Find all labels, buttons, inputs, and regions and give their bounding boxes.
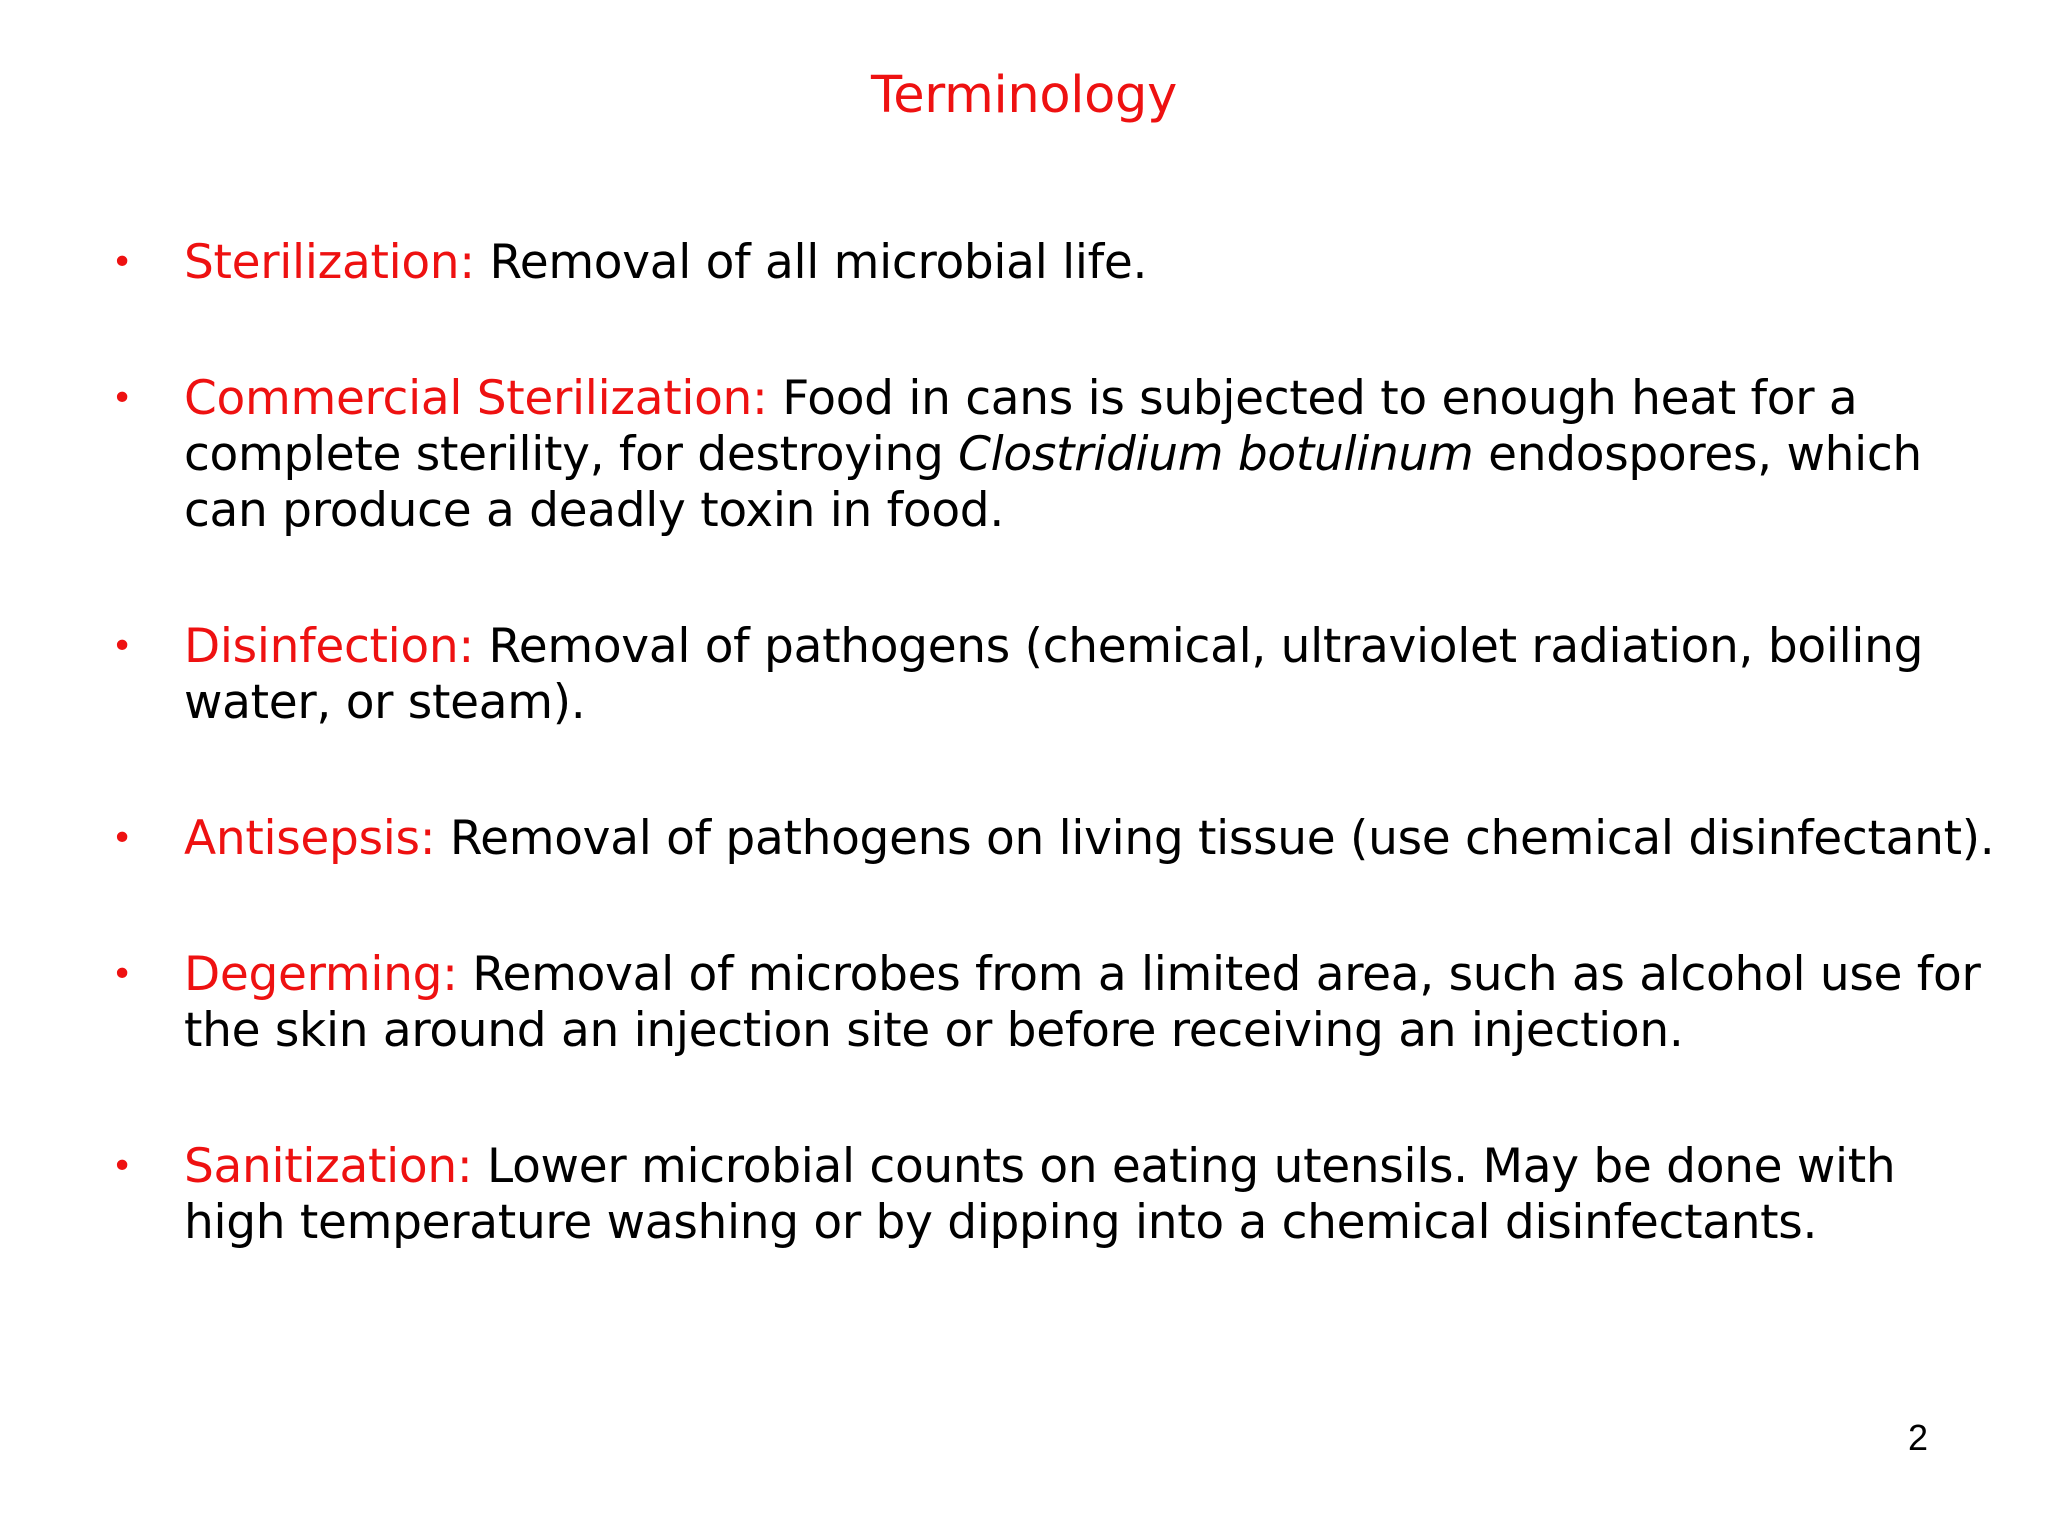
list-item: [108, 619, 2008, 731]
organism-name: Clostridium botulinum: [958, 427, 1474, 482]
page-number: 2: [1907, 1417, 1928, 1458]
bullet-icon: •: [111, 242, 133, 283]
list-item: [108, 235, 2008, 291]
term-label: Commercial Sterilization:: [184, 371, 768, 426]
terms-list: [108, 235, 2008, 1331]
bullet-icon: •: [111, 818, 133, 859]
bullet-icon: •: [111, 378, 133, 419]
term-label: Antisepsis:: [184, 811, 436, 866]
term-definition-continued: endospores, which can produce a deadly toxin in food.: [184, 427, 1922, 538]
term-label: Degerming:: [184, 947, 458, 1002]
term-definition: Removal of all microbial life.: [474, 235, 1148, 290]
bullet-icon: •: [111, 1146, 133, 1187]
list-item: [108, 371, 2008, 539]
bullet-icon: •: [111, 626, 133, 667]
term-definition: Removal of pathogens on living tissue (use chemical disinfectant).: [435, 811, 1995, 866]
list-item: [108, 1139, 2008, 1251]
term-label: Disinfection:: [184, 619, 474, 674]
list-item: [108, 811, 2008, 867]
term-definition: Removal of microbes from a limited area, such as alcohol use for the skin around an injection site or before receiving an injection.: [184, 947, 1981, 1058]
list-item: [108, 947, 2008, 1059]
term-definition: Food in cans is subjected to enough heat for a complete sterility, for destroying: [184, 371, 1858, 482]
term-label: Sterilization:: [184, 235, 475, 290]
term-definition: Lower microbial counts on eating utensils. May be done with high temperature washing or by dipping into a chemical disinfectants.: [184, 1139, 1896, 1250]
term-label: Sanitization:: [184, 1139, 473, 1194]
slide-title: Terminology: [871, 66, 1177, 125]
bullet-icon: •: [111, 954, 133, 995]
term-definition: Removal of pathogens (chemical, ultraviolet radiation, boiling water, or steam).: [184, 619, 1924, 730]
